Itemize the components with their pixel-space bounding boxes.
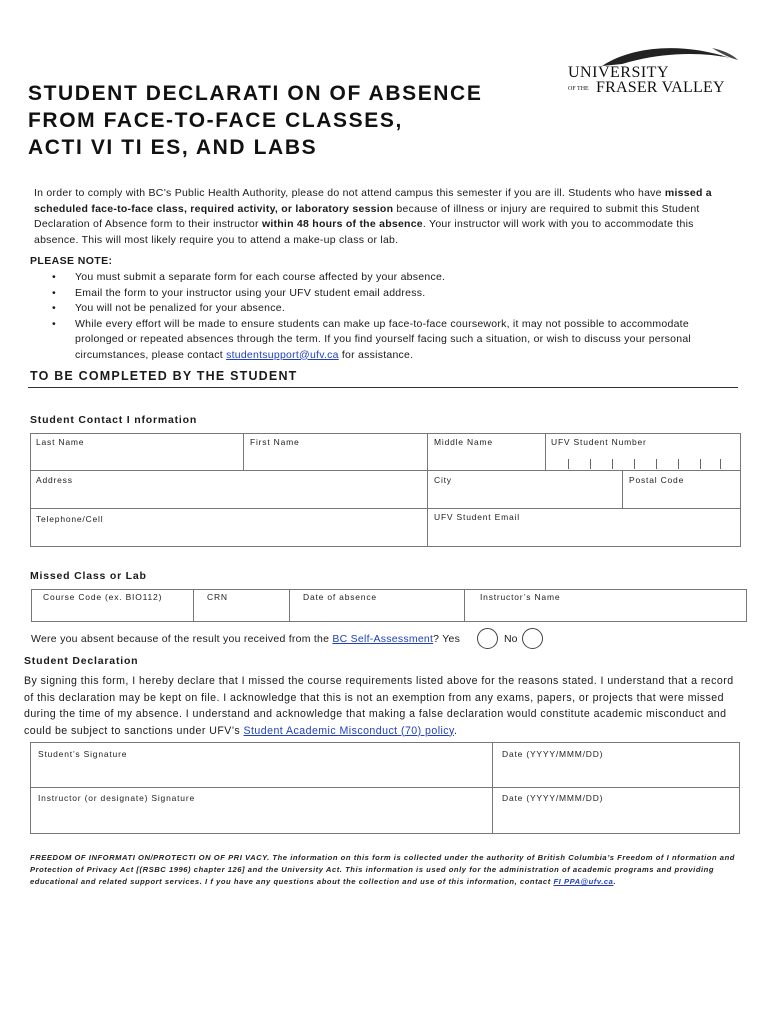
yes-label: ? Yes [433,633,461,645]
list-item: • You must submit a separate form for each course affected by your absence. [52,271,446,283]
declaration-heading: Student Declaration [24,655,139,667]
field-label: Instructor’s Name [480,592,561,602]
date-of-absence-field[interactable] [289,589,465,622]
question-text: Were you absent because of the result you received from the [31,633,333,645]
field-label: Course Code (ex. BIO112) [43,592,163,602]
no-label: No [504,633,518,645]
field-label: Last Name [36,437,85,447]
field-label: UFV Student Email [434,512,520,522]
digit-divider [590,459,591,469]
section-divider [28,387,738,388]
logo-fraser-valley: FRASER VALLEY [596,79,725,96]
middle-name-field[interactable] [427,433,546,471]
footer-tail: . [613,877,617,886]
field-label: UFV Student Number [551,437,647,447]
title-line-3: ACTI VI TI ES, AND LABS [28,136,318,159]
intro-paragraph [34,186,738,248]
field-label: Instructor (or designate) Signature [38,793,195,803]
field-label: Date of absence [303,592,377,602]
academic-misconduct-policy-link[interactable]: Student Academic Misconduct (70) policy [243,724,455,737]
field-label: Student’s Signature [38,749,128,759]
intro-text-3: . Your instructor will work with you to accommodate this absence. This will most likely require you to attend a make-up class or lab. [34,218,694,246]
list-item: • While every effort will be made to ensure students can make up face-to-face coursework, it may not possible to accommodate prolonged or repeated absences through the term. If you find yourself facing such a situation, or wish to discuss your personal circumstances, please contact studentsupport@ufv.ca for assistance. [52,317,691,361]
declaration-text [24,673,736,739]
student-signature-field[interactable] [30,742,493,788]
declaration-tail: . [454,724,458,737]
first-name-field[interactable] [243,433,428,471]
student-support-email-link[interactable]: studentsupport@ufv.ca [226,348,339,361]
digit-divider [678,459,679,469]
instructor-signature-field[interactable] [30,787,493,834]
field-label: Telephone/Cell [36,514,104,524]
logo-of-the: OF THE [568,86,589,92]
digit-divider [656,459,657,469]
note-text: Email the form to your instructor using your UFV student email address. [75,286,426,299]
please-note-heading: PLEASE NOTE: [30,255,113,267]
intro-bold-2: within 48 hours of the absence [261,218,423,230]
telephone-field[interactable] [30,508,428,547]
intro-text-2: because of illness or injury are required to submit this Student Declaration of Absence form to their instructor [34,202,700,230]
list-item: • You will not be penalized for your absence. [52,302,285,314]
notes-list [52,270,732,363]
digit-divider [700,459,701,469]
digit-divider [612,459,613,469]
self-assessment-question [31,633,460,645]
student-section-heading: TO BE COMPLETED BY THE STUDENT [30,369,298,383]
field-label: Middle Name [434,437,493,447]
intro-bold-1: missed a scheduled face-to-face class, required activity, or laboratory session [34,187,712,215]
field-label: First Name [250,437,300,447]
title-line-1: STUDENT DECLARATI ON OF ABSENCE [28,82,483,105]
field-label: CRN [207,592,228,602]
field-label: Date (YYYY/MMM/DD) [502,793,604,803]
logo-university: UNIVERSITY [568,64,669,81]
bc-self-assessment-link[interactable]: BC Self-Assessment [332,633,434,645]
instructor-date-field[interactable] [492,787,740,834]
note-text: You must submit a separate form for each course affected by your absence. [75,271,446,283]
field-label: City [434,475,452,485]
fippa-email-link[interactable]: FI PPA@ufv.ca [553,877,614,886]
yes-radio[interactable] [477,628,498,649]
email-field[interactable] [427,508,741,547]
note-text: While every effort will be made to ensure students can make up face-to-face coursework, it may not possible to accommodate prolonged or repeated absences through the term. If you find yourself facing such a situation, or wish to discuss your personal circumstances, please contact [75,317,691,361]
form-title [28,80,482,161]
student-number-field[interactable] [545,433,741,471]
note-text: You will not be penalized for your absence. [75,302,285,314]
field-label: Postal Code [629,475,685,485]
address-field[interactable] [30,470,428,509]
footer-text: FREEDOM OF INFORMATI ON/PROTECTI ON OF PRI VACY. The information on this form is collected under the authority of British Columbia’s Freedom of I nformation and Protection of Privacy Act [(RSBC 1996) chapter 126] and the University Act. This information is used only for the administration of academic programs and providing educational and related support services. I f you have any questions about the collection and use of this information, contact [30,853,735,886]
digit-divider [720,459,721,469]
contact-info-heading: Student Contact I nformation [30,414,198,426]
city-field[interactable] [427,470,623,509]
list-item: • Email the form to your instructor using your UFV student email address. [52,286,426,299]
ufv-logo [562,44,742,100]
no-radio[interactable] [522,628,543,649]
digit-divider [568,459,569,469]
postal-code-field[interactable] [622,470,741,509]
field-label: Date (YYYY/MMM/DD) [502,749,604,759]
crn-field[interactable] [193,589,290,622]
title-line-2: FROM FACE-TO-FACE CLASSES, [28,109,403,132]
intro-text-1: In order to comply with BC’s Public Health Authority, please do not attend campus this semester if you are ill. Students who have [34,187,665,199]
note-text-tail: for assistance. [338,348,414,361]
digit-divider [634,459,635,469]
missed-class-heading: Missed Class or Lab [30,570,147,582]
course-code-field[interactable] [31,589,194,622]
privacy-footer [30,852,745,888]
declaration-body: By signing this form, I hereby declare that I missed the course requirements listed above for the reasons stated. I understand that a record of this declaration may be kept on file. I acknowledge that this is not an exemption from any exams, papers, or projects that were missed during the time of my absence. I understand and acknowledge that making a false declaration would constitute academic misconduct and could be subject to sanctions under UFV’s [24,675,734,737]
instructor-name-field[interactable] [464,589,747,622]
student-date-field[interactable] [492,742,740,788]
field-label: Address [36,475,73,485]
last-name-field[interactable] [30,433,244,471]
